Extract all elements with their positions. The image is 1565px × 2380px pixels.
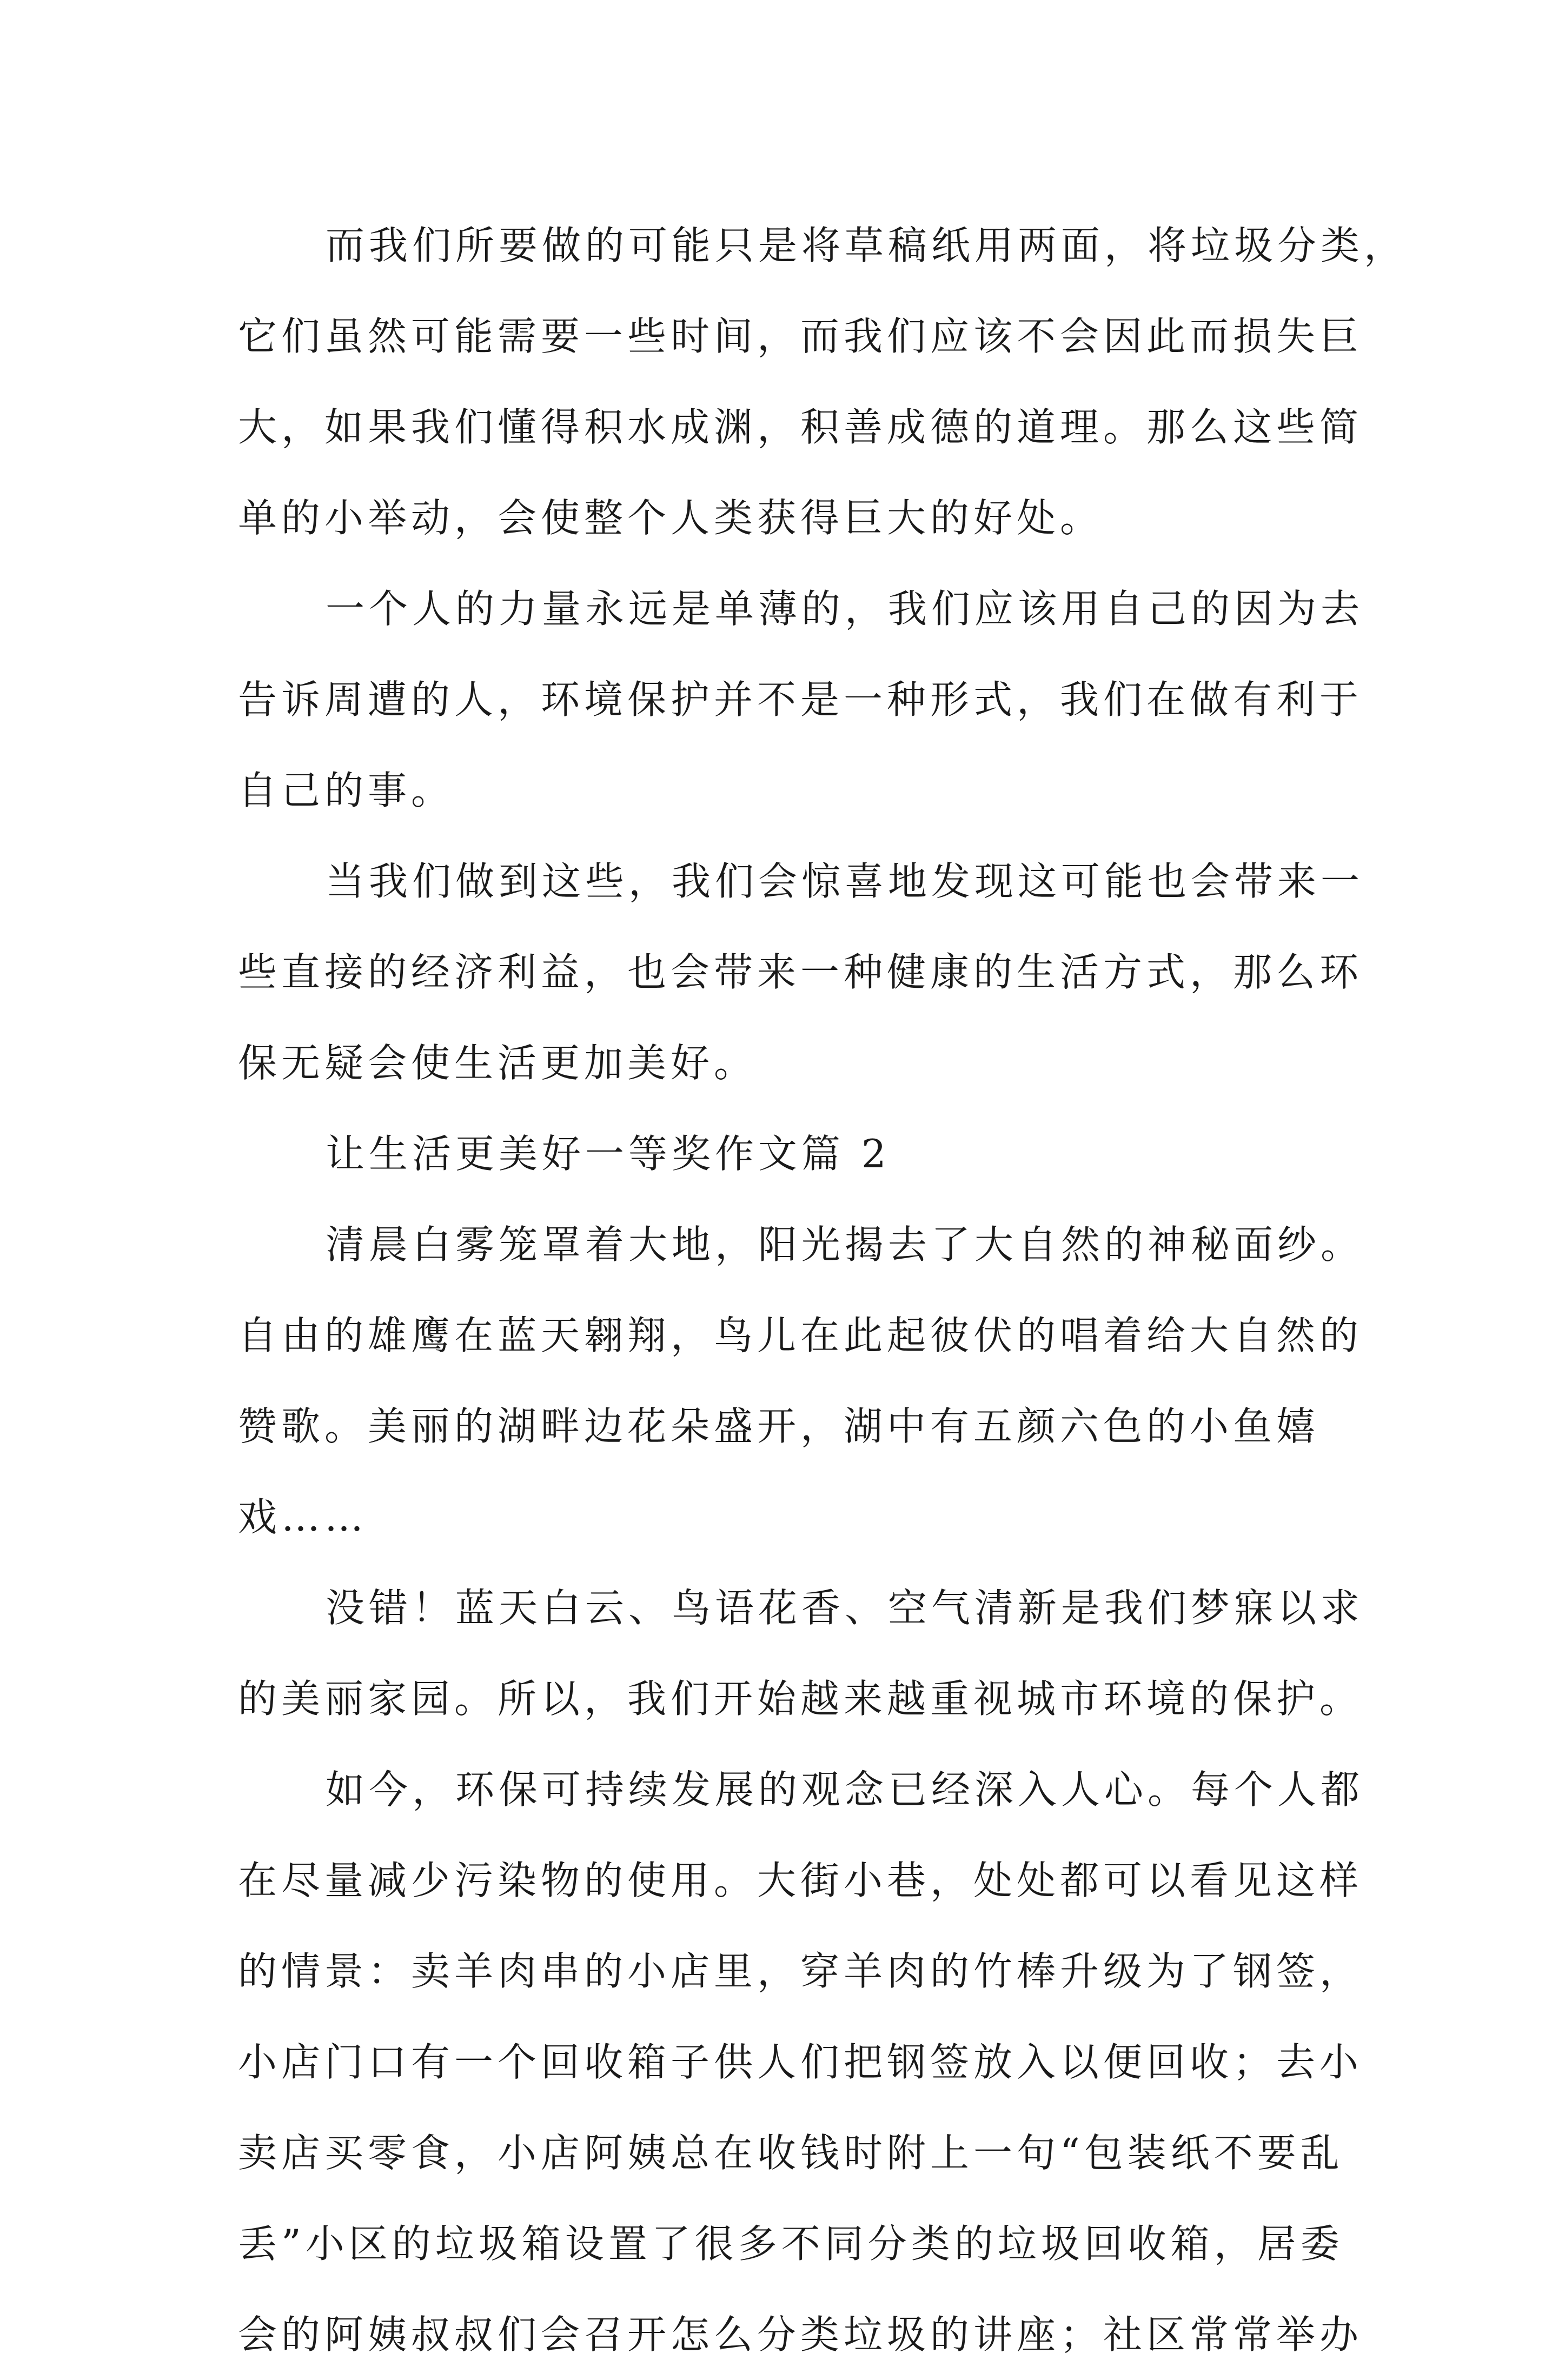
text-line: 它们虽然可能需要一些时间，而我们应该不会因此而损失巨 (238, 314, 1363, 359)
text-line: 在尽量减少污染物的使用。大街小巷，处处都可以看见这样 (238, 1858, 1363, 1903)
text-line: 大，如果我们懂得积水成渊，积善成德的道理。那么这些简 (238, 404, 1363, 450)
text-line: 小店门口有一个回收箱子供人们把钢签放入以便回收；去小 (238, 2039, 1363, 2085)
document-body (238, 200, 1408, 2380)
text-line: 赞歌。美丽的湖畔边花朵盛开，湖中有五颜六色的小鱼嬉 (238, 1404, 1320, 1449)
text-line: 当我们做到这些，我们会惊喜地发现这可能也会带来一 (326, 859, 1364, 904)
text-line: 的情景：卖羊肉串的小店里，穿羊肉的竹棒升级为了钢签， (238, 1949, 1363, 1994)
text-line: 卖店买零食，小店阿姨总在收钱时附上一句“包装纸不要乱 (238, 2130, 1344, 2176)
text-line: 的美丽家园。所以，我们开始越来越重视城市环境的保护。 (238, 1676, 1363, 1721)
text-line: 如今，环保可持续发展的观念已经深入人心。每个人都 (326, 1767, 1364, 1812)
text-line: 一个人的力量永远是单薄的，我们应该用自己的因为去 (326, 586, 1364, 631)
text-line: 自己的事。 (238, 768, 455, 813)
text-line: 让生活更美好一等奖作文篇 2 (326, 1131, 891, 1176)
text-line: 保无疑会使生活更加美好。 (238, 1040, 758, 1086)
text-line: 自由的雄鹰在蓝天翱翔，鸟儿在此起彼伏的唱着给大自然的 (238, 1313, 1363, 1358)
text-line: 没错！蓝天白云、鸟语花香、空气清新是我们梦寐以求 (326, 1585, 1364, 1631)
text-line: 而我们所要做的可能只是将草稿纸用两面，将垃圾分类， (326, 223, 1408, 268)
text-line: 清晨白雾笼罩着大地，阳光揭去了大自然的神秘面纱。 (326, 1222, 1364, 1267)
text-line: 单的小举动，会使整个人类获得巨大的好处。 (238, 495, 1104, 541)
text-line: 告诉周遭的人，环境保护并不是一种形式，我们在做有利于 (238, 677, 1363, 722)
text-line: 些直接的经济利益，也会带来一种健康的生活方式，那么环 (238, 949, 1363, 995)
text-line: 戏…… (238, 1494, 368, 1540)
text-line: 丢”小区的垃圾箱设置了很多不同分类的垃圾回收箱，居委 (238, 2221, 1344, 2266)
text-line: 会的阿姨叔叔们会召开怎么分类垃圾的讲座；社区常常举办 (238, 2312, 1363, 2357)
